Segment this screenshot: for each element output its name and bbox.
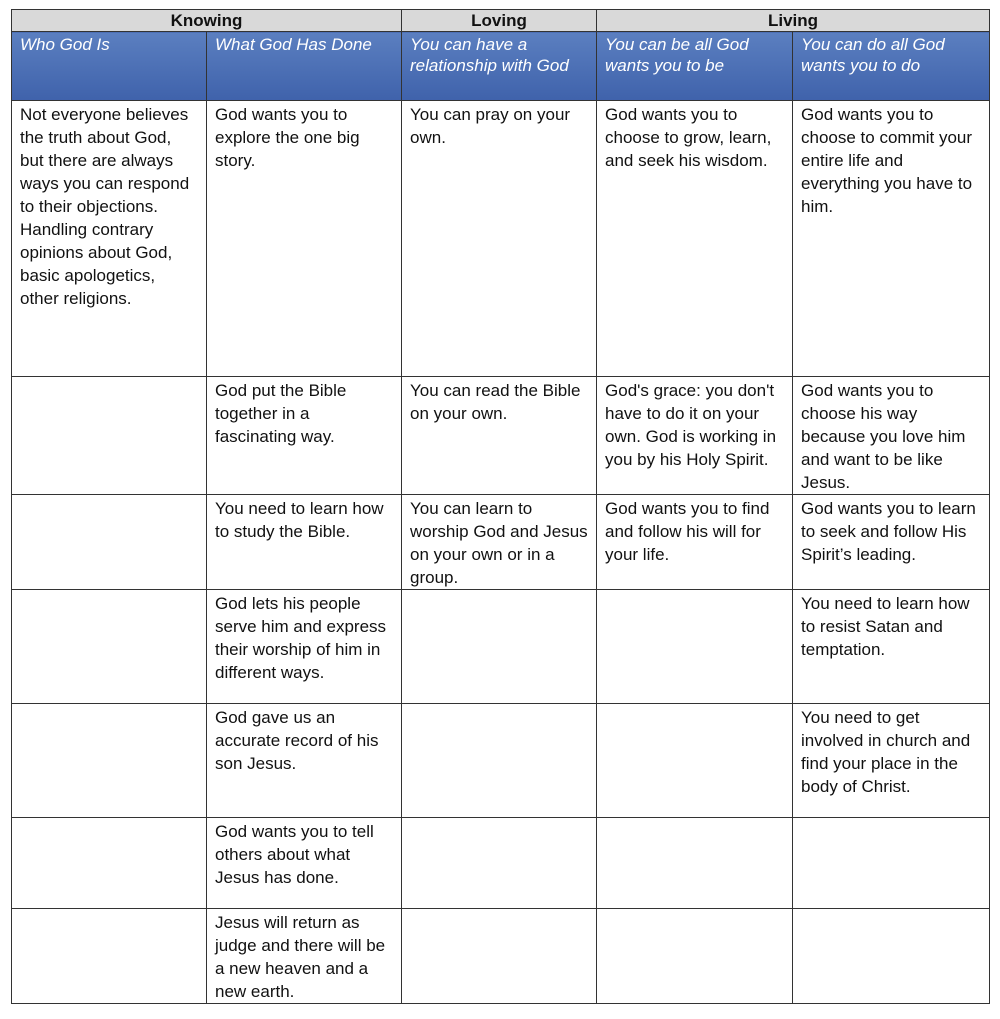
table-cell xyxy=(402,909,597,1004)
table-cell xyxy=(597,818,793,909)
table-row xyxy=(12,818,990,909)
table-cell xyxy=(597,590,793,704)
table-cell xyxy=(12,704,207,818)
table-cell: You need to get involved in church and find your place in the body of Christ. xyxy=(793,704,990,818)
table-cell xyxy=(12,377,207,495)
column-header: You can be all God wants you to be xyxy=(597,32,793,101)
table-cell: You can read the Bible on your own. xyxy=(402,377,597,495)
table-cell xyxy=(793,909,990,1004)
table-row xyxy=(12,377,990,495)
table-cell: Jesus will return as judge and there will be a new heaven and a new earth. xyxy=(207,909,402,1004)
table-cell: God wants you to find and follow his will for your life. xyxy=(597,495,793,590)
table-cell: You can learn to worship God and Jesus on your own or in a group. xyxy=(402,495,597,590)
table-cell: God wants you to tell others about what Jesus has done. xyxy=(207,818,402,909)
table-cell: God wants you to learn to seek and follow His Spirit’s leading. xyxy=(793,495,990,590)
group-loving: Loving xyxy=(402,10,597,32)
table-cell xyxy=(597,704,793,818)
table-cell xyxy=(597,909,793,1004)
table-cell xyxy=(12,495,207,590)
table-cell xyxy=(402,818,597,909)
table-cell xyxy=(402,704,597,818)
curriculum-table xyxy=(11,9,990,1004)
table-row xyxy=(12,909,990,1004)
column-header: You can have a relationship with God xyxy=(402,32,597,101)
table-cell: God lets his people serve him and express their worship of him in different ways. xyxy=(207,590,402,704)
table-row xyxy=(12,495,990,590)
table-cell: God's grace: you don't have to do it on your own. God is working in you by his Holy Spirit. xyxy=(597,377,793,495)
table-cell: God gave us an accurate record of his son Jesus. xyxy=(207,704,402,818)
table-cell: God wants you to choose his way because you love him and want to be like Jesus. xyxy=(793,377,990,495)
table-cell xyxy=(793,818,990,909)
table-cell: You need to learn how to study the Bible. xyxy=(207,495,402,590)
table-cell: God wants you to choose to grow, learn, and seek his wisdom. xyxy=(597,101,793,377)
table-cell: Not everyone believes the truth about God, but there are always ways you can respond to their objections. Handling contrary opinions about God, basic apologetics, other religions. xyxy=(12,101,207,377)
column-header: You can do all God wants you to do xyxy=(793,32,990,101)
group-header-row xyxy=(12,10,990,32)
table-cell: You need to learn how to resist Satan and temptation. xyxy=(793,590,990,704)
table-cell xyxy=(12,590,207,704)
table-row xyxy=(12,101,990,377)
column-header-row xyxy=(12,32,990,101)
table-row xyxy=(12,590,990,704)
table-cell xyxy=(402,590,597,704)
column-header: Who God Is xyxy=(12,32,207,101)
table-cell xyxy=(12,818,207,909)
table-row xyxy=(12,704,990,818)
table-cell xyxy=(12,909,207,1004)
column-header: What God Has Done xyxy=(207,32,402,101)
table-cell: God wants you to choose to commit your entire life and everything you have to him. xyxy=(793,101,990,377)
table-cell: God wants you to explore the one big story. xyxy=(207,101,402,377)
table-cell: You can pray on your own. xyxy=(402,101,597,377)
group-living: Living xyxy=(597,10,990,32)
table-cell: God put the Bible together in a fascinating way. xyxy=(207,377,402,495)
group-knowing: Knowing xyxy=(12,10,402,32)
